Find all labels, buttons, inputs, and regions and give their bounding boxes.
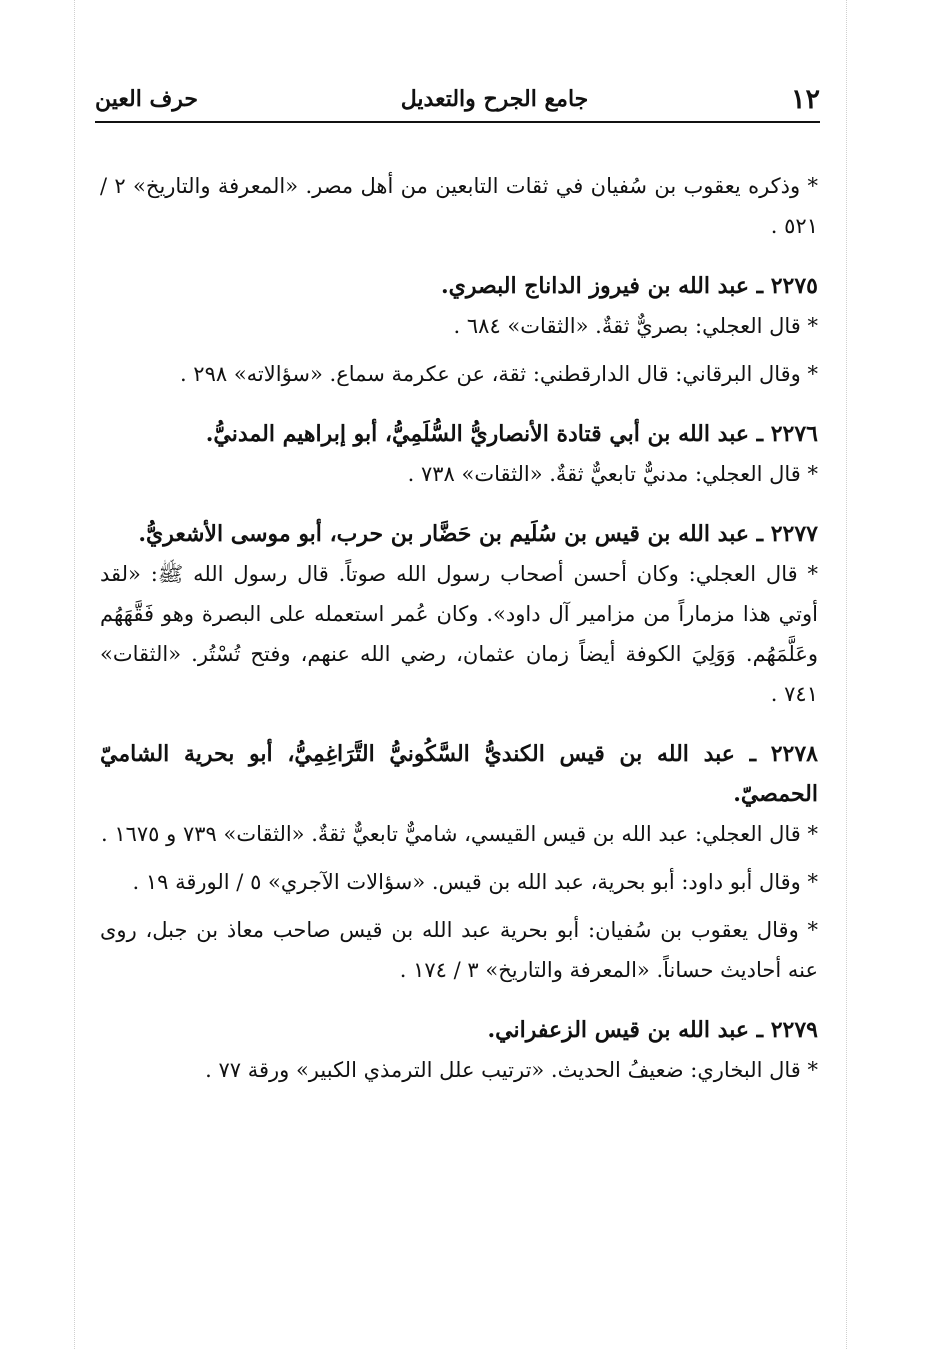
note-paragraph: * قال العجلي: وكان أحسن أصحاب رسول الله صوتاً. قال رسول الله ﷺ: «لقد أوتي هذا مزماراً من مزامير آل داود». وكان عُمر استعمله على البصرة وهو فَقَّهَهُم وعَلَّمَهُم. وَوَلِيَ الكوفة أيضاً زمان عثمان، رضي الله عنهم، وفتح تُسْتُر. «الثقات» ٧٤١ . xyxy=(100,562,818,706)
entry-heading-2279: ٢٢٧٩ ـ عبد الله بن قيس الزعفراني. xyxy=(487,1017,818,1043)
note-paragraph: * قال العجلي: مدنيٌّ تابعيٌّ ثقةٌ. «الثقات» ٧٣٨ . xyxy=(407,462,818,486)
note-paragraph: * وقال البرقاني: قال الدارقطني: ثقة، عن عكرمة سماع. «سؤالاته» ٢٩٨ . xyxy=(179,362,818,386)
note-paragraph: * قال العجلي: عبد الله بن قيس القيسي، شاميٌّ تابعيٌّ ثقةٌ. «الثقات» ٧٣٩ و ١٦٧٥ . xyxy=(100,822,818,846)
note-paragraph: * وقال أبو داود: أبو بحرية، عبد الله بن قيس. «سؤالات الآجري» ٥ / الورقة ١٩ . xyxy=(132,870,818,894)
entry-heading-2276: ٢٢٧٦ ـ عبد الله بن أبي قتادة الأنصاريُّ السُّلَمِيُّ، أبو إبراهيم المدنيُّ. xyxy=(205,421,818,447)
note-paragraph: * قال العجلي: بصريٌّ ثقةٌ. «الثقات» ٦٨٤ . xyxy=(453,314,818,338)
entry-heading-2277: ٢٢٧٧ ـ عبد الله بن قيس بن سُلَيم بن حَضَّار بن حرب، أبو موسى الأشعريُّ. xyxy=(138,521,818,547)
scan-margin-right xyxy=(846,0,847,1349)
page-number: ١٢ xyxy=(790,83,820,115)
header-rule xyxy=(95,121,820,123)
note-paragraph: * قال البخاري: ضعيفُ الحديث. «ترتيب علل الترمذي الكبير» ورقة ٧٧ . xyxy=(205,1058,818,1082)
scan-margin-left xyxy=(74,0,75,1349)
book-title: جامع الجرح والتعديل xyxy=(400,86,589,112)
note-paragraph: * وذكره يعقوب بن سُفيان في ثقات التابعين من أهل مصر. «المعرفة والتاريخ» ٢ / ٥٢١ . xyxy=(100,174,818,238)
note-paragraph: * وقال يعقوب بن سُفيان: أبو بحرية عبد الله بن قيس صاحب معاذ بن جبل، روى عنه أحاديث حساناً. «المعرفة والتاريخ» ٣ / ١٧٤ . xyxy=(100,918,818,982)
page-body xyxy=(100,166,818,1090)
entry-heading-2275: ٢٢٧٥ ـ عبد الله بن فيروز الداناج البصري. xyxy=(441,273,818,299)
running-header xyxy=(95,78,820,120)
entry-heading-2278: ٢٢٧٨ ـ عبد الله بن قيس الكنديُّ السَّكُونيُّ التَّرَاغِمِيُّ، أبو بحرية الشاميّ الحمصيّ. xyxy=(100,741,818,807)
section-title: حرف العين xyxy=(95,86,199,112)
